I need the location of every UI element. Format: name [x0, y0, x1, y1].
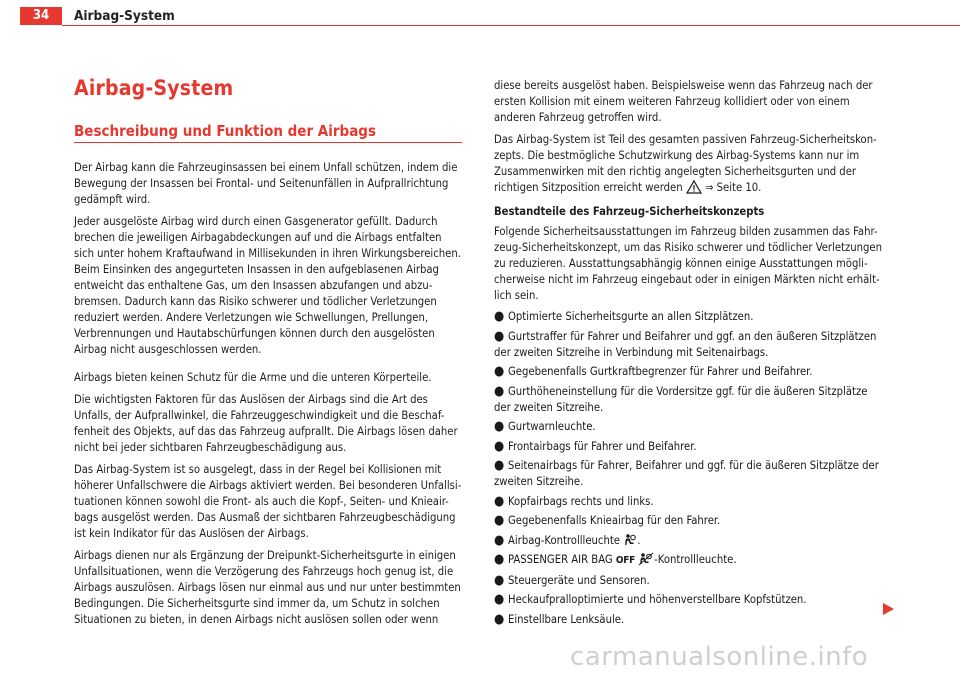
header-divider	[62, 25, 960, 26]
bullet-icon: ●	[494, 552, 505, 567]
list-item: ● Seitenairbags für Fahrer, Beifahrer und ggf. für die äußeren Sitzplätze der zweiten Sitzreihe.	[494, 458, 879, 488]
list-item: ● Heckaufpralloptimierte und höhenverstellbare Kopfstützen.	[494, 592, 807, 607]
bullet-icon: ●	[494, 309, 505, 324]
list-item: ● Gegebenenfalls Gurtkraftbegrenzer für Fahrer und Beifahrer.	[494, 364, 813, 379]
list-item: ● Gurthöheneinstellung für die Vordersitze ggf. für die äußeren Sitzplätze der zweiten Sitzreihe.	[494, 383, 868, 414]
list-item: ● Frontairbags für Fahrer und Beifahrer.	[494, 438, 697, 454]
off-label: OFF	[615, 555, 635, 566]
page-reference-link[interactable]: ⇒ Seite 10.	[705, 181, 762, 194]
list-item-passenger-airbag: ● PASSENGER AIR BAG OFF -Kontrollleuchte.	[494, 552, 737, 567]
left-paragraph: Airbags bieten keinen Schutz für die Arme und die unteren Körperteile.	[74, 371, 432, 384]
right-paragraph-text: Das Airbag-System ist Teil des gesamten passiven Fahrzeug-Sicherheitskon-zepts. Die bestmögliche Schutzwirkung des Airbag-Systems kann nur im Zusammenwirken mit den richtig angelegten Sicherheitsgurten und der richtigen Sitzposition erreicht werden	[494, 133, 877, 194]
bullet-icon: ●	[494, 438, 505, 454]
right-paragraph: diese bereits ausgelöst haben. Beispielsweise wenn das Fahrzeug nach der ersten Kollision mit einem weiteren Fahrzeug kollidiert oder von einem anderen Fahrzeug getroffen wird.	[494, 79, 873, 124]
page-header	[0, 0, 960, 30]
page-title: Airbag-System	[74, 76, 234, 100]
bullet-icon: ●	[494, 383, 505, 399]
left-paragraph: Das Airbag-System ist so ausgelegt, dass in der Regel bei Kollisionen mit höherer Unfallschwere die Airbags aktiviert werden. Bei besonderen Unfallsi-tuationen können sowohl die Front- als auch die Kopf-, Seiten- und Knieair-bags ausgelöst werden. Das Ausmaß der sichtbaren Fahrzeugbeschädigung ist kein Indikator für das Auslösen der Airbags.	[74, 463, 462, 540]
watermark: carmanualsonline.info	[570, 642, 869, 672]
subsection-title: Bestandteile des Fahrzeug-Sicherheitskonzepts	[494, 205, 765, 218]
bullet-icon: ●	[494, 328, 505, 344]
list-item: ● Einstellbare Lenksäule.	[494, 611, 625, 627]
list-item: ● Steuergeräte und Sensoren.	[494, 572, 650, 588]
warning-icon	[686, 180, 702, 194]
list-item: ● Kopfairbags rechts und links.	[494, 493, 654, 509]
right-paragraph-safety	[494, 132, 886, 196]
section-heading: Beschreibung und Funktion der Airbags	[74, 122, 376, 140]
list-item: ● Gegebenenfalls Knieairbag für den Fahrer.	[494, 513, 721, 528]
bullet-icon: ●	[494, 458, 505, 473]
list-item-airbag-light: ● Airbag-Kontrollleuchte .	[494, 532, 641, 548]
left-paragraph: Der Airbag kann die Fahrzeuginsassen bei einem Unfall schützen, indem die Bewegung der Insassen bei Frontal- und Seitenunfällen in Aufprallrichtung gedämpft wird.	[74, 161, 458, 206]
next-page-arrow-icon[interactable]	[882, 603, 894, 615]
bullet-icon: ●	[494, 611, 505, 627]
bullet-icon: ●	[494, 592, 505, 607]
left-paragraph: Die wichtigsten Faktoren für das Auslösen der Airbags sind die Art des Unfalls, der Aufprallwinkel, die Fahrzeuggeschwindigkeit und die Beschaf-fenheit des Objekts, auf das das Fahrzeug aufprallt. Die Airbags lösen daher nicht bei jeder sichtbaren Fahrzeugbeschädigung aus.	[74, 393, 458, 454]
list-item: ● Gurtwarnleuchte.	[494, 419, 596, 434]
passenger-airbag-off-icon	[638, 552, 654, 566]
list-item: ● Optimierte Sicherheitsgurte an allen Sitzplätzen.	[494, 309, 754, 324]
airbag-warning-icon	[623, 533, 637, 547]
section-divider	[74, 142, 462, 143]
right-paragraph: Folgende Sicherheitsausstattungen im Fahrzeug bilden zusammen das Fahr-zeug-Sicherheitskonzept, um das Risiko schwerer und tödlicher Verletzungen zu reduzieren. Ausstattungsabhängig können einige Ausstattungen mögli-cherweise nicht im Fahrzeug eingebaut oder in einigen Märkten nicht erhält-lich sein.	[494, 225, 882, 302]
bullet-icon: ●	[494, 493, 505, 509]
bullet-icon: ●	[494, 572, 505, 588]
left-paragraph: Airbags dienen nur als Ergänzung der Dreipunkt-Sicherheitsgurte in einigen Unfallsituationen, wenn die Verzögerung des Fahrzeugs hoch genug ist, die Airbags auszulösen. Airbags lösen nur einmal aus und nur unter bestimmten Bedingungen. Die Sicherheitsgurte sind immer da, um Schutz in solchen Situationen zu bieten, in denen Airbags nicht auslösen sollen oder wenn	[74, 549, 461, 626]
bullet-icon: ●	[494, 513, 505, 528]
bullet-icon: ●	[494, 364, 505, 379]
page-number: 34	[20, 7, 62, 25]
safety-components-list	[494, 309, 886, 631]
left-paragraph: Jeder ausgelöste Airbag wird durch einen Gasgenerator gefüllt. Dadurch brechen die jeweiligen Airbagabdeckungen auf und die Airbags entfalten sich unter hohem Kraftaufwand in Millisekunden in ihren Wirkungsbereichen. Beim Einsinken des angegurteten Insassen in den aufgeblasenen Airbag entweicht das enthaltene Gas, um den Insassen abzufangen und abzu-bremsen. Dadurch kann das Risiko schwerer und tödlicher Verletzungen reduziert werden. Andere Verletzungen wie Schwellungen, Prellungen, Verbrennungen und Hautabschürfungen können durch den ausgelösten Airbag nicht ausgeschlossen werden.	[74, 215, 461, 356]
bullet-icon: ●	[494, 532, 505, 548]
bullet-icon: ●	[494, 419, 505, 434]
header-title: Airbag-System	[74, 8, 175, 24]
list-item: ● Gurtstraffer für Fahrer und Beifahrer und ggf. an den äußeren Sitzplätzen der zweiten Sitzreihe in Verbindung mit Seitenairbags.	[494, 328, 877, 359]
